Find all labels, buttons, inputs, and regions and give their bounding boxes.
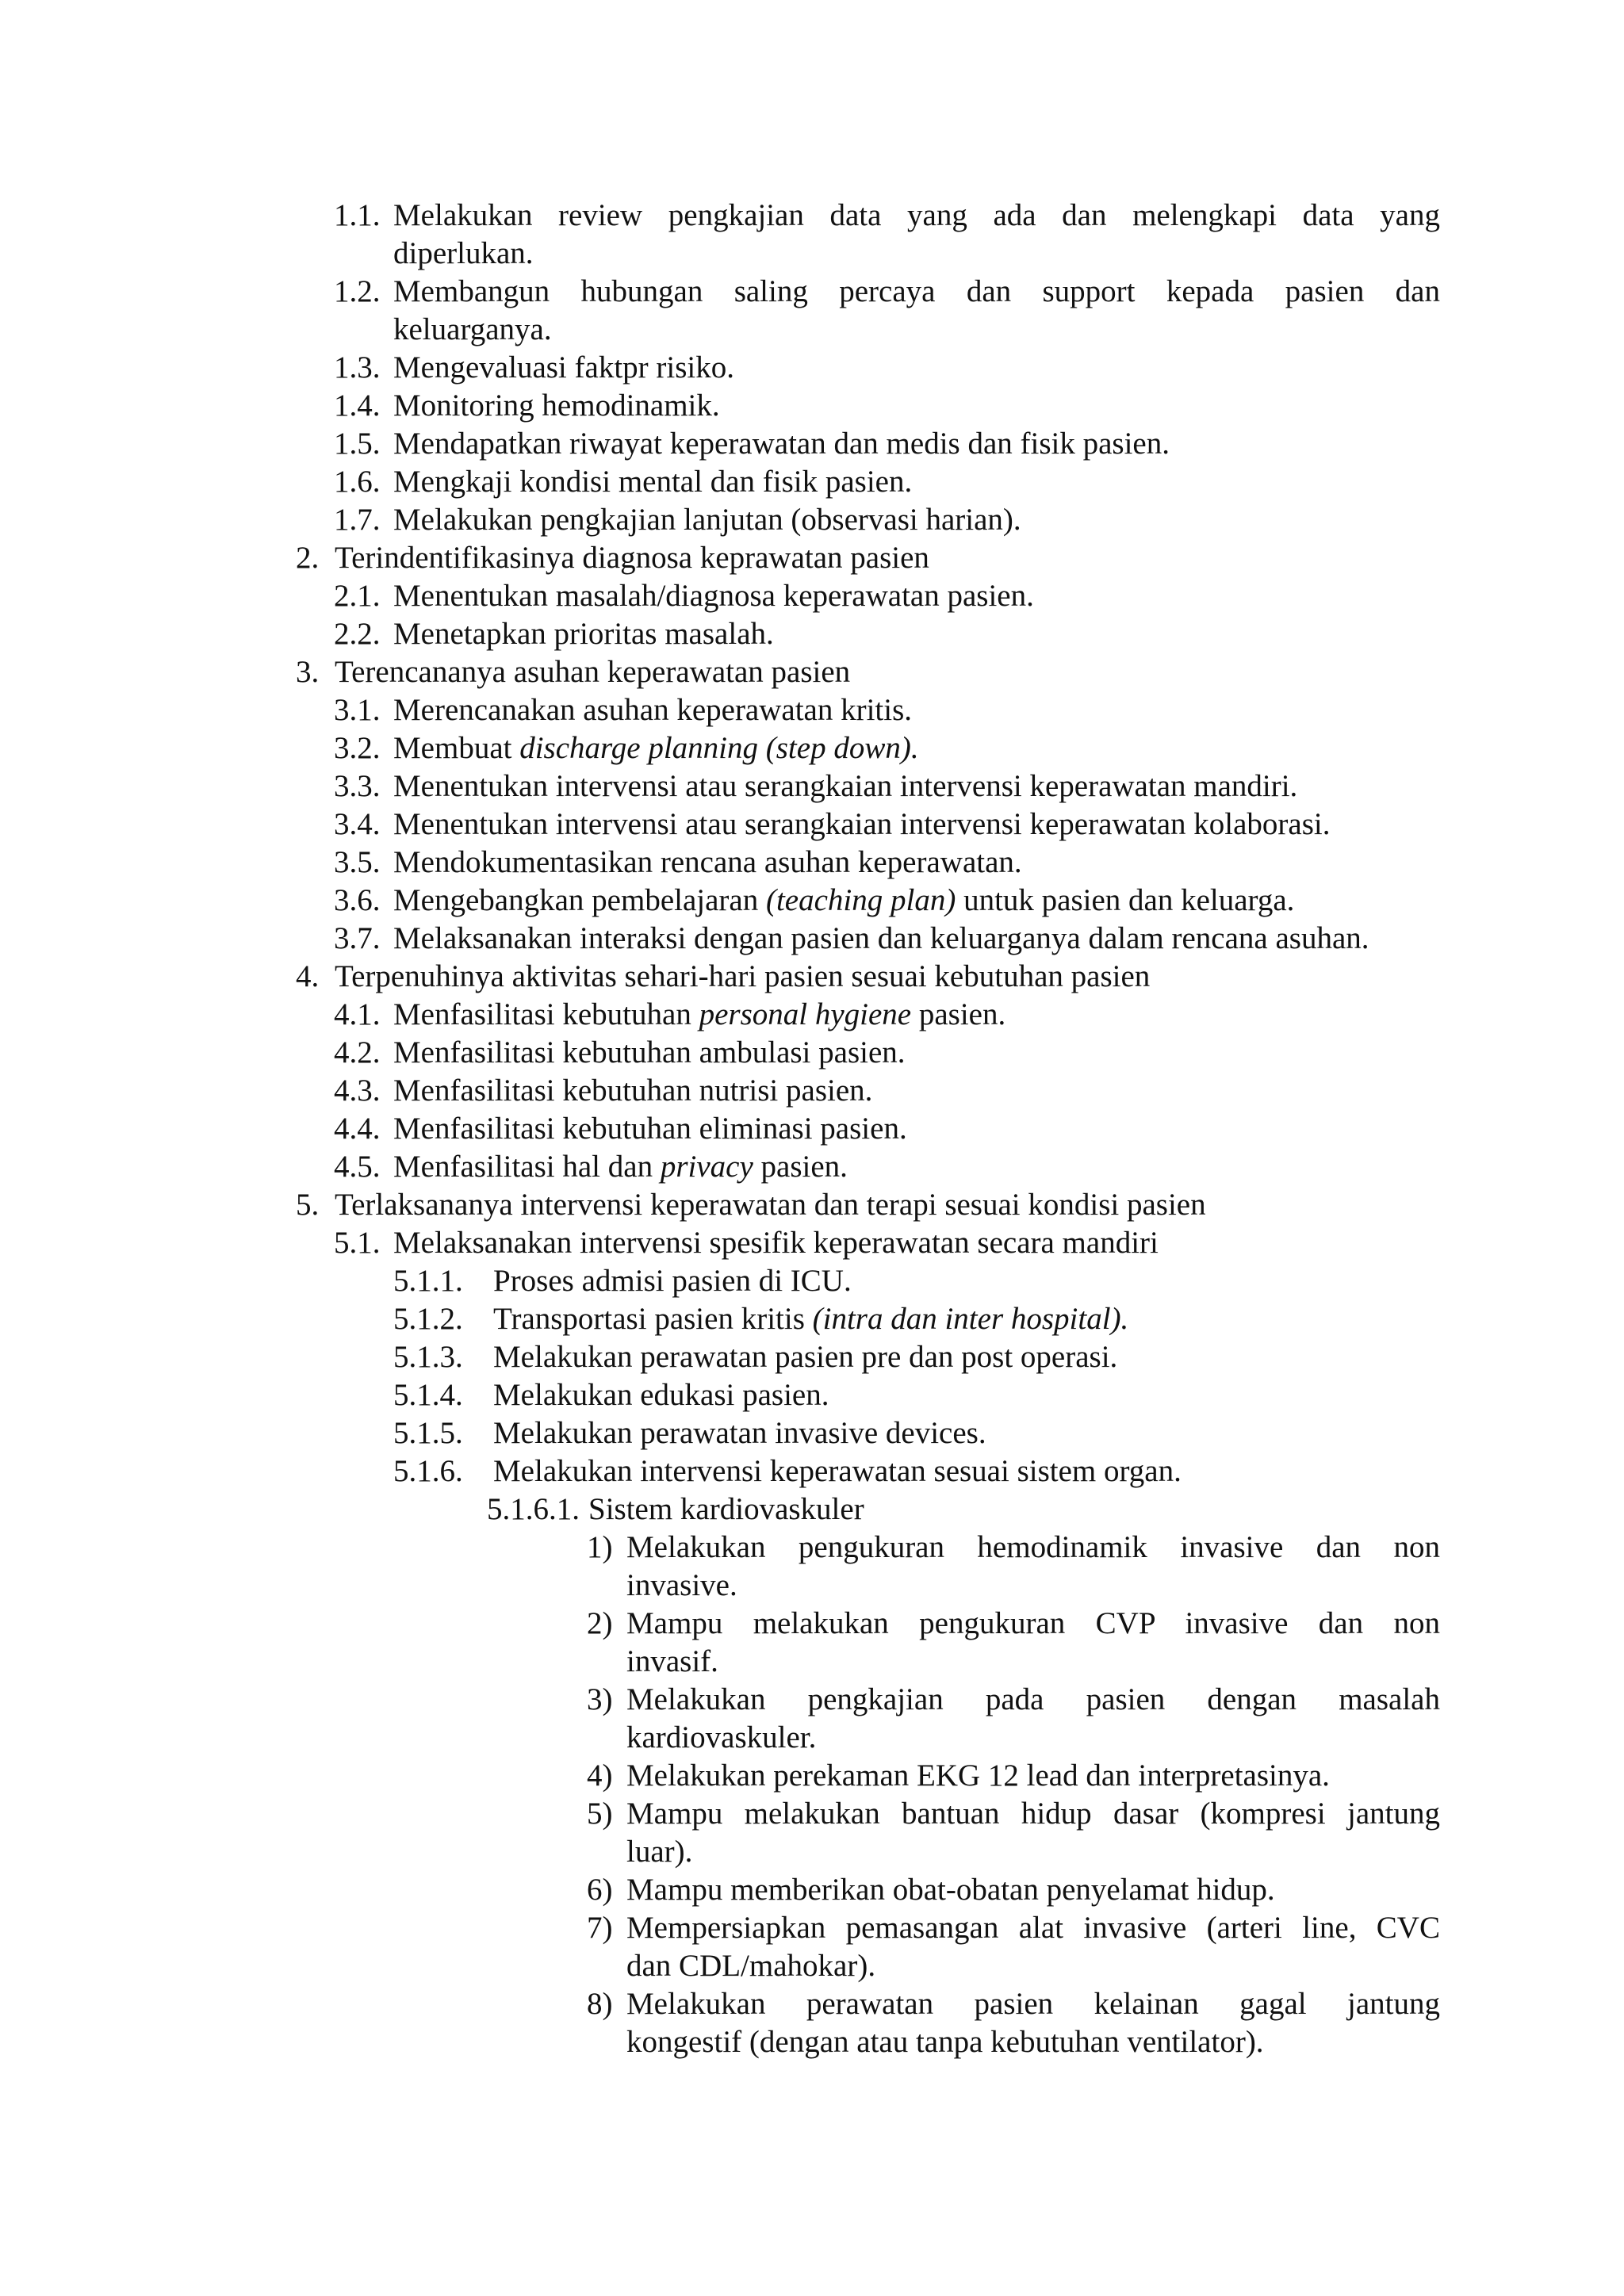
item-number: 1.2. [334,274,381,308]
item-number: 2.2. [334,617,381,651]
item-number: 8) [587,1987,613,2021]
item-text: Menentukan intervensi atau serangkaian intervensi keperawatan mandiri. [393,769,1298,803]
list-item [587,1871,1275,1909]
item-number: 5) [587,1797,613,1831]
list-item [393,1300,1128,1338]
item-continuation: diperlukan. [393,236,534,270]
item-text: Terindentifikasinya diagnosa keprawatan pasien [335,541,929,575]
item-number: 3.5. [334,845,381,879]
list-item [334,387,720,425]
text-regular: pasien. [911,997,1006,1031]
item-number: 3.1. [334,693,381,727]
item-text: Menfasilitasi kebutuhan eliminasi pasien. [393,1112,907,1146]
item-text: Menentukan intervensi atau serangkaian intervensi keperawatan kolaborasi. [393,807,1331,841]
list-item [334,1224,1159,1262]
section-heading [296,539,929,577]
list-item [334,729,919,767]
item-text: Melakukan perawatan invasive devices. [493,1416,986,1450]
list-item [393,1262,852,1300]
item-number: 4.4. [334,1112,381,1146]
item-text: Monitoring hemodinamik. [393,388,720,423]
item-number: 2.1. [334,579,381,613]
text-regular: pasien. [753,1150,848,1184]
list-item [393,1338,1117,1376]
item-text: Melakukan intervensi keperawatan sesuai sistem organ. [493,1454,1182,1488]
item-continuation: dan CDL/mahokar). [626,1949,876,1983]
item-number: 5.1.1. [393,1264,463,1298]
item-number: 6) [587,1873,613,1907]
text-italic: (intra dan inter hospital). [812,1302,1129,1336]
item-number: 5.1.5. [393,1416,463,1450]
list-item [587,1681,1440,1719]
list-item [487,1490,864,1529]
item-number: 3) [587,1682,613,1716]
item-text: Mengevaluasi faktpr risiko. [393,350,734,385]
section-heading [296,653,850,691]
text-italic: privacy [660,1150,753,1184]
item-text: Melakukan edukasi pasien. [493,1378,829,1412]
item-number: 4.2. [334,1035,381,1070]
item-text: Sistem kardiovaskuler [588,1492,864,1526]
list-item [393,1376,829,1414]
item-number: 4.5. [334,1150,381,1184]
list-item [334,1072,872,1110]
item-number: 3.3. [334,769,381,803]
list-item [587,1757,1330,1795]
item-number: 1.3. [334,350,381,385]
text-regular: Transportasi pasien kritis [493,1302,813,1336]
item-text: Membangun hubungan saling percaya dan support kepada pasien dan [393,274,1440,308]
item-text: Mendokumentasikan rencana asuhan keperawatan. [393,845,1022,879]
item-text: Terlaksananya intervensi keperawatan dan terapi sesuai kondisi pasien [335,1188,1206,1222]
item-text: Menfasilitasi kebutuhan nutrisi pasien. [393,1073,873,1108]
list-item [334,463,912,501]
list-item [334,996,1005,1034]
item-continuation: invasive. [626,1568,737,1602]
item-text [393,882,1294,920]
item-text: Mampu melakukan bantuan hidup dasar (kompresi jantung [626,1797,1440,1831]
list-item [334,425,1170,463]
item-number: 7) [587,1911,613,1945]
item-text: Melakukan review pengkajian data yang ada dan melengkapi data yang [393,198,1440,232]
list-item [334,920,1369,958]
item-number: 1) [587,1530,613,1564]
item-text [393,729,919,767]
list-item [393,1414,986,1452]
list-item [334,1034,906,1072]
item-text: Melakukan pengkajian pada pasien dengan masalah [626,1682,1440,1716]
list-item [334,615,774,653]
item-number: 1.1. [334,198,381,232]
item-number: 3. [296,655,320,689]
list-item [587,1795,1440,1833]
item-text: Melakukan pengukuran hemodinamik invasive dan non [626,1530,1440,1564]
text-regular: untuk pasien dan keluarga. [956,883,1295,917]
item-number: 3.4. [334,807,381,841]
text-italic: (teaching plan) [765,883,956,917]
text-regular: Menfasilitasi hal dan [393,1150,661,1184]
text-italic: personal hygiene [699,997,912,1031]
item-text: Merencanakan asuhan keperawatan kritis. [393,693,913,727]
item-number: 4. [296,959,320,993]
item-text [393,996,1005,1034]
item-text: Melakukan pengkajian lanjutan (observasi harian). [393,503,1021,537]
item-text: Menetapkan prioritas masalah. [393,617,774,651]
list-item [334,1148,848,1186]
item-continuation: luar). [626,1835,693,1869]
list-item [334,349,734,387]
list-item [334,273,1440,311]
list-item [334,1110,907,1148]
section-heading [296,958,1150,996]
list-item [334,844,1022,882]
item-text: Proses admisi pasien di ICU. [493,1264,852,1298]
item-text: Menfasilitasi kebutuhan ambulasi pasien. [393,1035,906,1070]
item-number: 5.1.6. [393,1454,463,1488]
list-item [334,197,1440,235]
item-number: 4.3. [334,1073,381,1108]
item-continuation: kongestif (dengan atau tanpa kebutuhan ventilator). [626,2025,1264,2059]
item-text: Menentukan masalah/diagnosa keperawatan pasien. [393,579,1034,613]
text-regular: Menfasilitasi kebutuhan [393,997,699,1031]
item-number: 3.6. [334,883,381,917]
list-item [587,1909,1440,1947]
item-number: 5.1.6.1. [487,1492,580,1526]
list-item [334,691,912,729]
item-number: 4.1. [334,997,381,1031]
item-text: Terencananya asuhan keperawatan pasien [335,655,851,689]
item-text: Melakukan perawatan pasien pre dan post operasi. [493,1340,1118,1374]
item-number: 1.7. [334,503,381,537]
item-number: 1.6. [334,465,381,499]
list-item [587,1605,1440,1643]
item-text: Melaksanakan interaksi dengan pasien dan keluarganya dalam rencana asuhan. [393,921,1369,955]
item-text: Mengkaji kondisi mental dan fisik pasien. [393,465,913,499]
list-item [587,1985,1440,2023]
text-italic: discharge planning (step down). [519,731,919,765]
list-item [334,767,1297,806]
list-item [587,1529,1440,1567]
list-item [334,577,1034,615]
item-number: 1.5. [334,427,381,461]
list-item [334,501,1021,539]
list-item [334,806,1330,844]
item-number: 5.1.2. [393,1302,463,1336]
section-heading [296,1186,1206,1224]
item-number: 5.1.3. [393,1340,463,1374]
item-text: Melakukan perekaman EKG 12 lead dan interpretasinya. [626,1758,1330,1793]
item-number: 5. [296,1188,320,1222]
list-item [334,882,1294,920]
item-text: Mampu memberikan obat-obatan penyelamat hidup. [626,1873,1275,1907]
item-number: 3.2. [334,731,381,765]
item-text: Melaksanakan intervensi spesifik keperawatan secara mandiri [393,1226,1159,1260]
item-number: 3.7. [334,921,381,955]
item-number: 2) [587,1606,613,1640]
item-text: Melakukan perawatan pasien kelainan gagal jantung [626,1987,1440,2021]
item-text [393,1148,848,1186]
item-text: Mendapatkan riwayat keperawatan dan medis dan fisik pasien. [393,427,1170,461]
item-text [493,1300,1128,1338]
item-text: Terpenuhinya aktivitas sehari-hari pasien sesuai kebutuhan pasien [335,959,1151,993]
text-regular: Membuat [393,731,520,765]
item-continuation: keluarganya. [393,312,552,346]
item-number: 5.1.4. [393,1378,463,1412]
text-regular: Mengebangkan pembelajaran [393,883,766,917]
item-continuation: kardiovaskuler. [626,1720,817,1755]
item-text: Mampu melakukan pengukuran CVP invasive dan non [626,1606,1440,1640]
list-item [393,1452,1182,1490]
item-number: 5.1. [334,1226,381,1260]
item-number: 1.4. [334,388,381,423]
item-number: 4) [587,1758,613,1793]
item-continuation: invasif. [626,1644,718,1678]
item-number: 2. [296,541,320,575]
item-text: Mempersiapkan pemasangan alat invasive (arteri line, CVC [626,1911,1440,1945]
